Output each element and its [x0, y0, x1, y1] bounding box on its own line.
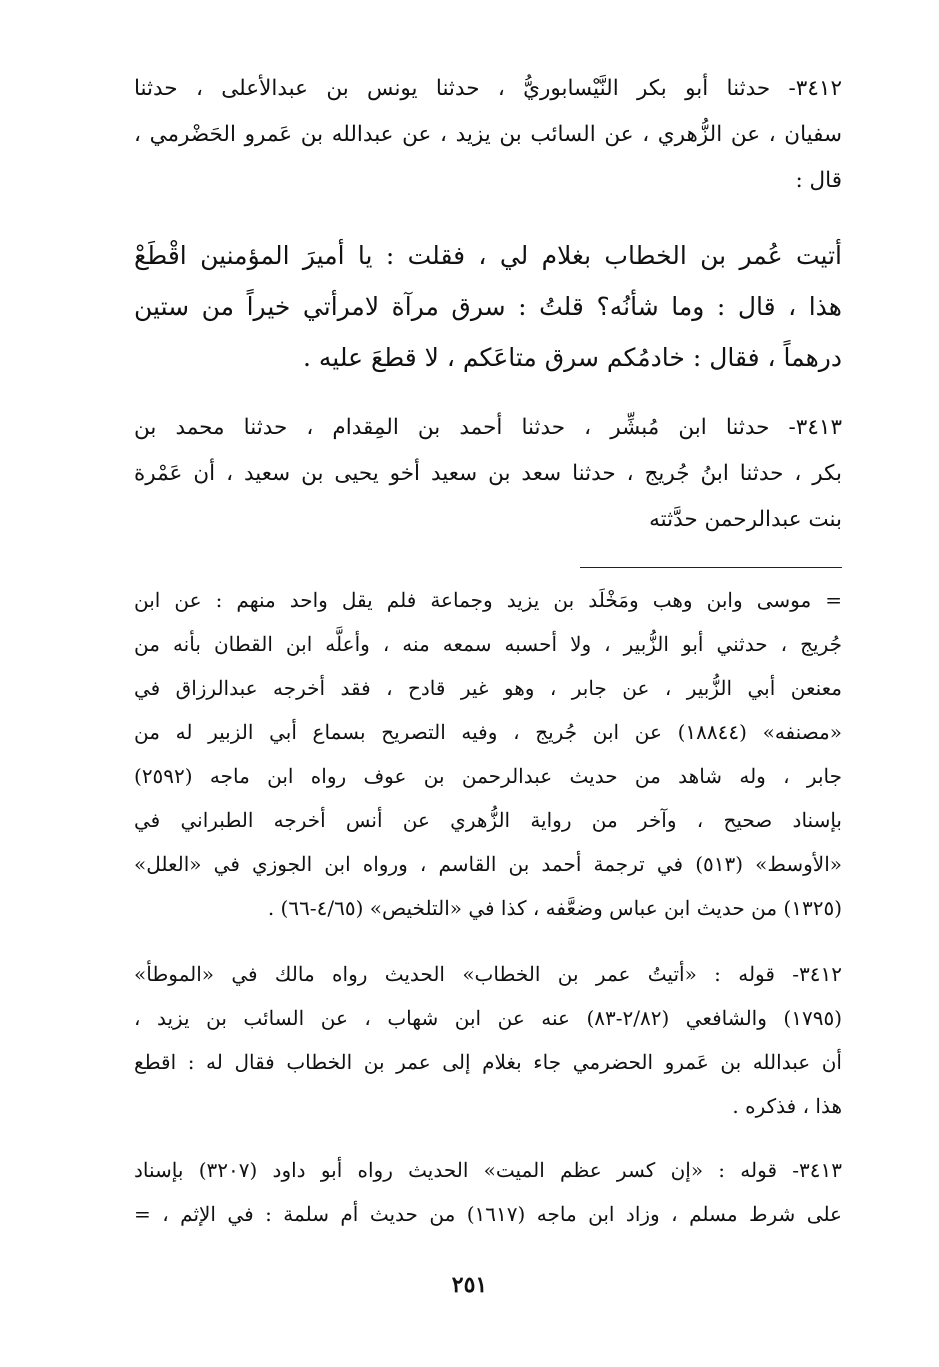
footnote-line: معنعن أبي الزُّبير ، عن جابر ، وهو غير قادح ، فقد أخرجه عبدالرزاق في — [134, 676, 842, 700]
footnote-line: (١٣٢٥) من حديث ابن عباس وضعَّفه ، كذا في «التلخيص» (٤/٦٥-٦٦) . — [267, 896, 842, 920]
hadith-3412-quote — [134, 230, 842, 383]
footnote-line: هذا ، فذكره . — [732, 1094, 842, 1118]
text-line: بنت عبدالرحمن حدَّثته — [649, 507, 842, 532]
footnote-3413 — [134, 1148, 842, 1236]
text-line: قال : — [795, 168, 842, 193]
hadith-3412-text — [134, 66, 842, 204]
footnote-line: أن عبدالله بن عَمرو الحضرمي جاء بغلام إلى عمر بن الخطاب فقال له : اقطع — [134, 1050, 842, 1074]
footnote-line: جُريج ، حدثني أبو الزُّبير ، ولا أحسبه سمعه منه ، وأعلَّه ابن القطان بأنه من — [134, 632, 842, 656]
quote-line: هذا ، قال : وما شأنُه؟ قلتُ : سرق مرآة لامرأتي خيراً من ستين — [134, 292, 842, 321]
footnote-line: جابر ، وله شاهد من حديث عبدالرحمن بن عوف رواه ابن ماجه (٢٥٩٢) — [134, 764, 842, 788]
text-line: بكر ، حدثنا ابنُ جُريج ، حدثنا سعد بن سعيد أخو يحيى بن سعيد ، أن عَمْرة — [134, 461, 842, 486]
text-line: سفيان ، عن الزُّهري ، عن السائب بن يزيد ، عن عبدالله بن عَمرو الحَضْرمي ، — [134, 122, 842, 147]
footnote-line: «الأوسط» (٥١٣) في ترجمة أحمد بن القاسم ، ورواه ابن الجوزي في «العلل» — [134, 852, 842, 876]
footnote-continuation — [134, 578, 842, 930]
footnote-separator-rule — [580, 567, 842, 568]
hadith-3413-text — [134, 405, 842, 543]
text-line: ٣٤١٣- حدثنا ابن مُبشِّر ، حدثنا أحمد بن المِقدام ، حدثنا محمد بن — [134, 415, 842, 440]
quote-line: درهماً ، فقال : خادمُكم سرق متاعَكم ، لا قطعَ عليه . — [302, 343, 842, 372]
footnote-line: «مصنفه» (١٨٨٤٤) عن ابن جُريج ، وفيه التصريح بسماع أبي الزبير له من — [134, 720, 842, 744]
footnote-3412 — [134, 952, 842, 1128]
footnote-line: ٣٤١٢- قوله : «أتيتُ عمر بن الخطاب» الحديث رواه مالك في «الموطأ» — [134, 962, 842, 986]
text-line: ٣٤١٢- حدثنا أبو بكر النَّيْسابوريُّ ، حدثنا يونس بن عبدالأعلى ، حدثنا — [134, 76, 842, 101]
quote-line: أتيت عُمر بن الخطاب بغلام لي ، فقلت : يا أميرَ المؤمنين اقْطَعْ — [134, 241, 842, 270]
footnote-line: = موسى وابن وهب ومَخْلَد بن يزيد وجماعة فلم يقل واحد منهم : عن ابن — [134, 588, 842, 612]
footnote-line: ٣٤١٣- قوله : «إن كسر عظم الميت» الحديث رواه أبو داود (٣٢٠٧) بإسناد — [134, 1158, 842, 1182]
page-number: ٢٥١ — [451, 1272, 488, 1298]
footnote-line: على شرط مسلم ، وزاد ابن ماجه (١٦١٧) من حديث أم سلمة : في الإثم ، = — [134, 1202, 842, 1226]
footnote-line: (١٧٩٥) والشافعي (٢/٨٢-٨٣) عنه عن ابن شهاب ، عن السائب بن يزيد ، — [134, 1006, 842, 1030]
footnote-line: بإسناد صحيح ، وآخر من رواية الزُّهري عن أنس أخرجه الطبراني في — [134, 808, 842, 832]
